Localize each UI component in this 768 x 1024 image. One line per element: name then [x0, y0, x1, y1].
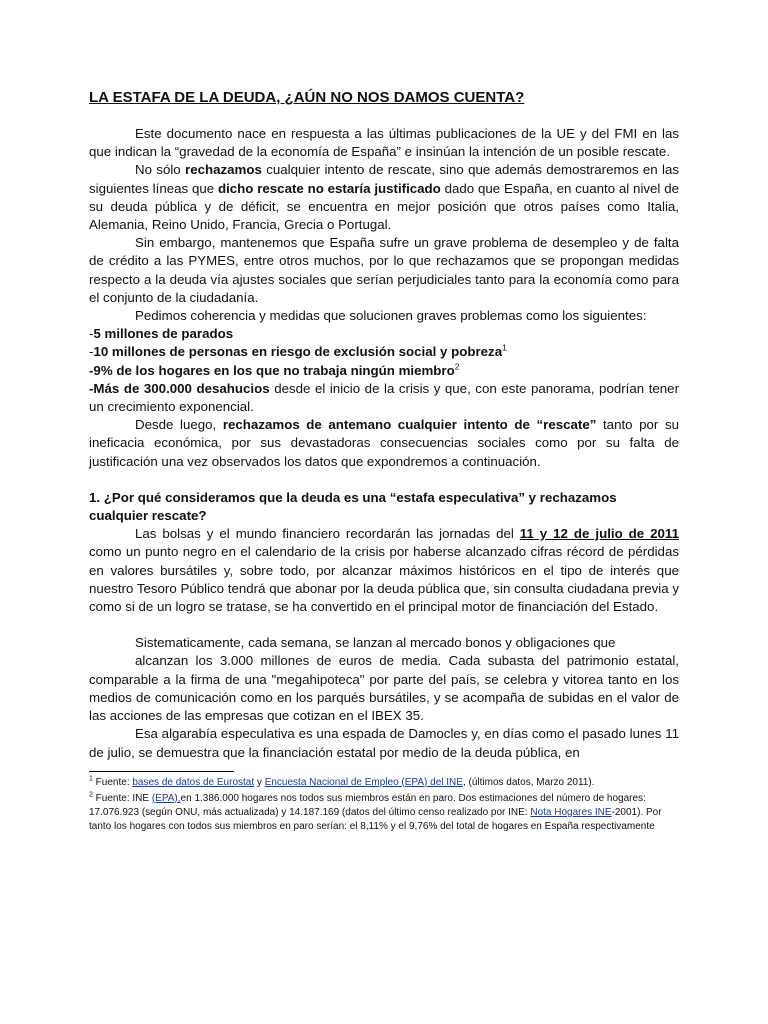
footnote-number: 2: [89, 791, 93, 799]
link-eurostat[interactable]: bases de datos de Eurostat: [132, 776, 255, 788]
text: cualquier intento de rescate, sino que además demostraremos en las siguientes líneas que: [89, 162, 679, 196]
bold-text: -Más de 300.000 desahucios: [89, 380, 270, 396]
list-item-desahucios: [89, 380, 679, 416]
text: desde el inicio de la crisis y que, con este panorama, podrían tener un crecimiento exponencial.: [89, 380, 679, 415]
text: dado que España, en cuanto al nivel de su deuda pública y de déficit, se encuentra en mejor posición que otros países como Italia, Alemania, Reino Unido, Francia, Grecia o Portugal.: [89, 180, 679, 233]
text: Fuente:: [92, 776, 133, 788]
paragraph-demands: Pedimos coherencia y medidas que solucionen graves problemas como los siguientes:: [135, 308, 647, 324]
paragraph-markets: [89, 525, 679, 616]
text: -2001). Por tanto los hogares con todos sus miembros en paro serían: el 8,11% y el 9,76% del total de hogares en España respectivamente: [89, 807, 662, 833]
text: en 1.386.000 hogares nos todos sus miembros están en paro. Dos estimaciones del número de hogares: 17.076.923 (según ONU, más actualizada) y 14.187.169 (datos del último censo realizado por INE:: [89, 792, 646, 819]
link-epa[interactable]: (EPA),: [151, 792, 181, 804]
text: como un punto negro en el calendario de la crisis por haberse alcanzado cifras récord de pérdidas en valores bursátiles y, sobre todo, por alcanzar máximos históricos en el tipo de interés que nuestro Tesoro Público tendrá que abonar por la deuda pública que, sin consulta ciudadana previa y como si de un logro se tratase, se ha convertido en el principal motor de financiación del Estado.: [89, 544, 679, 615]
footnote-ref-2[interactable]: 2: [454, 361, 460, 372]
dash: -: [89, 344, 94, 360]
link-nota-hogares[interactable]: Nota Hogares INE: [530, 807, 612, 819]
text: Desde luego,: [135, 417, 223, 433]
paragraph-damocles: Esa algarabía especulativa es una espada de Damocles y, en días como el pasado lunes 11 de julio, se demuestra que la financiación estatal por medio de la deuda pública, en: [89, 726, 679, 760]
date-highlight: 11 y 12 de julio de 2011: [519, 526, 679, 542]
text: Fuente: INE: [92, 792, 152, 804]
text: No sólo: [135, 162, 186, 178]
document-page: [89, 88, 679, 835]
bold-text: rechazamos de antemano cualquier intento de “rescate”: [222, 417, 597, 433]
dash: -: [89, 326, 94, 342]
document-title: LA ESTAFA DE LA DEUDA, ¿AÚN NO NOS DAMOS CUENTA?: [89, 89, 525, 106]
list-item-parados: [89, 325, 679, 343]
bold-text: 5 millones de parados: [93, 326, 234, 342]
bold-text: dicho rescate no estaría justificado: [217, 180, 441, 196]
bold-text: rechazamos: [185, 162, 262, 178]
bold-text: -9% de los hogares en los que no trabaja ningún miembro: [89, 362, 455, 378]
list-item-exclusion: [89, 343, 679, 361]
paragraph-bonds: [89, 652, 679, 725]
footnote-ref-1[interactable]: 1: [502, 343, 507, 354]
text: , (últimos datos, Marzo 2011).: [462, 776, 595, 788]
text: Las bolsas y el mundo financiero recordarán las jornadas del: [135, 526, 520, 542]
paragraph-unemployment: Sin embargo, mantenemos que España sufre un grave problema de desempleo y de falta de crédito a las PYMES, entre otros muchos, por lo que rechazamos que se propongan medidas respecto a la deuda vía ajustes sociales que serían perjudiciales tanto para la economía como para el conjunto de la ciudadanía.: [89, 235, 679, 305]
paragraph-rejection: [89, 161, 679, 234]
footnote-separator: [89, 771, 234, 772]
paragraph-bonds-lead: Sistematicamente, cada semana, se lanzan al mercado bonos y obligaciones que: [135, 635, 616, 651]
text: tanto por su ineficacia económica, por sus devastadoras consecuencias sociales como por su falta de justificación una vez observados los datos que expondremos a continuación.: [89, 417, 679, 469]
bold-text: 10 millones de personas en riesgo de exclusión social y pobreza: [93, 344, 503, 360]
footnote-2: [89, 792, 679, 835]
footnote-number: 1: [89, 775, 93, 783]
footnote-1: [89, 776, 679, 790]
text: alcanzan los 3.000 millones de euros de media. Cada subasta del patrimonio estatal, comparable a la firma de una "megahipoteca" por parte del país, se celebra y vitorea tanto en los medios de comunicación como en los parqués bursátiles, y se acompaña de subidas en el valor de las acciones de las empresas que cotizan en el IBEX 35.: [89, 653, 679, 724]
paragraph-intro: Este documento nace en respuesta a las últimas publicaciones de la UE y del FMI en las que indican la “gravedad de la economía de España” e insinúan la intención de un posible rescate.: [89, 126, 679, 160]
section-heading-1: 1. ¿Por qué consideramos que la deuda es una “estafa especulativa” y rechazamos cualquier rescate?: [89, 489, 617, 524]
text: y: [254, 776, 265, 788]
paragraph-rescue-rejection: [89, 416, 679, 471]
list-item-hogares: [89, 362, 679, 380]
spacer: [89, 616, 679, 634]
link-epa-ine[interactable]: Encuesta Nacional de Empleo (EPA) del INE: [264, 776, 463, 788]
